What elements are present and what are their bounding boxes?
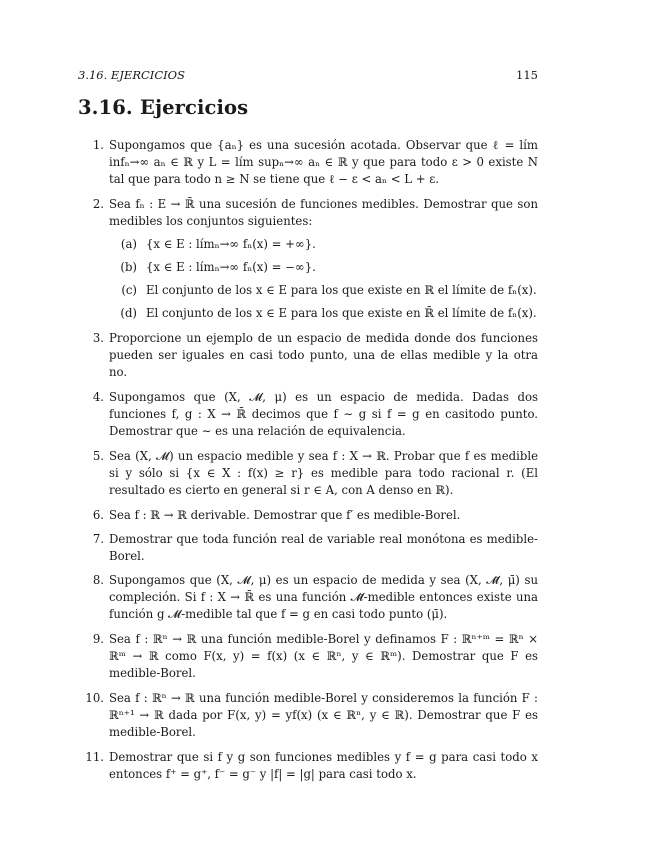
- exercise-list: [78, 137, 538, 791]
- exercise-number: 9.: [92, 632, 104, 646]
- exercise-text: Sea f : ℝⁿ → ℝ una función medible-Borel y definamos F : ℝⁿ⁺ᵐ = ℝⁿ × ℝᵐ → ℝ como F(x, y) = f(x) (x ∈ ℝⁿ, y ∈ ℝᵐ). Demostrar que F es medible-Borel.: [109, 632, 538, 680]
- exercise-7: [78, 531, 538, 565]
- exercise-4: [78, 389, 538, 440]
- exercise-2-item-a: [109, 236, 538, 253]
- exercise-number: 1.: [92, 138, 104, 152]
- exercise-text: Demostrar que si f y g son funciones medibles y f = g para casi todo x entonces f⁺ = g⁺, f⁻ = g⁻ y |f| = |g| para casi todo x.: [109, 750, 538, 781]
- exercise-number: 2.: [92, 197, 104, 211]
- exercise-number: 11.: [85, 750, 104, 764]
- item-text: {x ∈ E : límₙ→∞ fₙ(x) = −∞}.: [146, 260, 316, 274]
- item-label: (b): [120, 260, 137, 274]
- item-label: (d): [120, 306, 137, 320]
- exercise-2-item-b: [109, 259, 538, 276]
- exercise-text: Sea (X, 𝓜) un espacio medible y sea f : X → ℝ. Probar que f es medible si y sólo si {x ∈ X : f(x) ≥ r} es medible para todo racional r. (El resultado es cierto en general si r ∈ A, con A denso en ℝ).: [109, 449, 538, 497]
- item-text: El conjunto de los x ∈ E para los que existe en ℝ̄ el límite de fₙ(x).: [146, 306, 537, 320]
- exercise-5: [78, 448, 538, 499]
- section-number: 3.16.: [78, 96, 133, 119]
- exercise-2-item-c: [109, 282, 538, 299]
- exercise-text: Sea fₙ : E → ℝ̄ una sucesión de funciones medibles. Demostrar que son medibles los conjuntos siguientes:: [109, 197, 538, 228]
- exercise-number: 5.: [92, 449, 104, 463]
- section-title: [78, 96, 248, 119]
- item-label: (a): [120, 237, 137, 251]
- exercise-11: [78, 749, 538, 783]
- exercise-3: [78, 330, 538, 381]
- exercise-number: 4.: [92, 390, 104, 404]
- exercise-text: Supongamos que {aₙ} es una sucesión acotada. Observar que ℓ = lím infₙ→∞ aₙ ∈ ℝ y L = lím supₙ→∞ aₙ ∈ ℝ y que para todo ε > 0 existe N tal que para todo n ≥ N se tiene que ℓ − ε < aₙ < L + ε.: [109, 138, 538, 186]
- exercise-text: Sea f : ℝ → ℝ derivable. Demostrar que f′ es medible-Borel.: [109, 508, 461, 522]
- exercise-2: [78, 196, 538, 322]
- exercise-2-sublist: [109, 236, 538, 322]
- exercise-number: 8.: [92, 573, 104, 587]
- exercise-10: [78, 690, 538, 741]
- exercise-text: Sea f : ℝⁿ → ℝ una función medible-Borel y consideremos la función F : ℝⁿ⁺¹ → ℝ dada por F(x, y) = yf(x) (x ∈ ℝⁿ, y ∈ ℝ). Demostrar que F es medible-Borel.: [109, 691, 538, 739]
- page-number: 115: [516, 68, 538, 82]
- item-text: El conjunto de los x ∈ E para los que existe en ℝ el límite de fₙ(x).: [146, 283, 537, 297]
- exercise-text: Proporcione un ejemplo de un espacio de medida donde dos funciones pueden ser iguales en casi todo punto, una de ellas medible y la otra no.: [109, 331, 538, 379]
- item-text: {x ∈ E : límₙ→∞ fₙ(x) = +∞}.: [146, 237, 316, 251]
- exercise-text: Demostrar que toda función real de variable real monótona es medible-Borel.: [109, 532, 538, 563]
- section-title-text: Ejercicios: [140, 96, 249, 119]
- exercise-number: 10.: [85, 691, 104, 705]
- exercise-8: [78, 572, 538, 623]
- exercise-number: 7.: [92, 532, 104, 546]
- exercise-number: 6.: [92, 508, 104, 522]
- running-header-section: 3.16. EJERCICIOS: [78, 68, 185, 82]
- exercise-number: 3.: [92, 331, 104, 345]
- exercise-text: Supongamos que (X, 𝓜, μ) es un espacio de medida y sea (X, 𝓜̄, μ̄) su compleción. Si f : X → ℝ̄ es una función 𝓜̄-medible entonces existe una función g 𝓜-medible tal que f = g en casi todo punto (μ̄).: [109, 573, 538, 621]
- running-header: [78, 68, 538, 84]
- exercise-2-item-d: [109, 305, 538, 322]
- exercise-text: Supongamos que (X, 𝓜, μ) es un espacio de medida. Dadas dos funciones f, g : X → ℝ̄ decimos que f ∼ g si f = g en casitodo punto. Demostrar que ∼ es una relación de equivalencia.: [109, 390, 538, 438]
- exercise-6: [78, 507, 538, 524]
- exercise-1: [78, 137, 538, 188]
- item-label: (c): [121, 283, 137, 297]
- exercise-9: [78, 631, 538, 682]
